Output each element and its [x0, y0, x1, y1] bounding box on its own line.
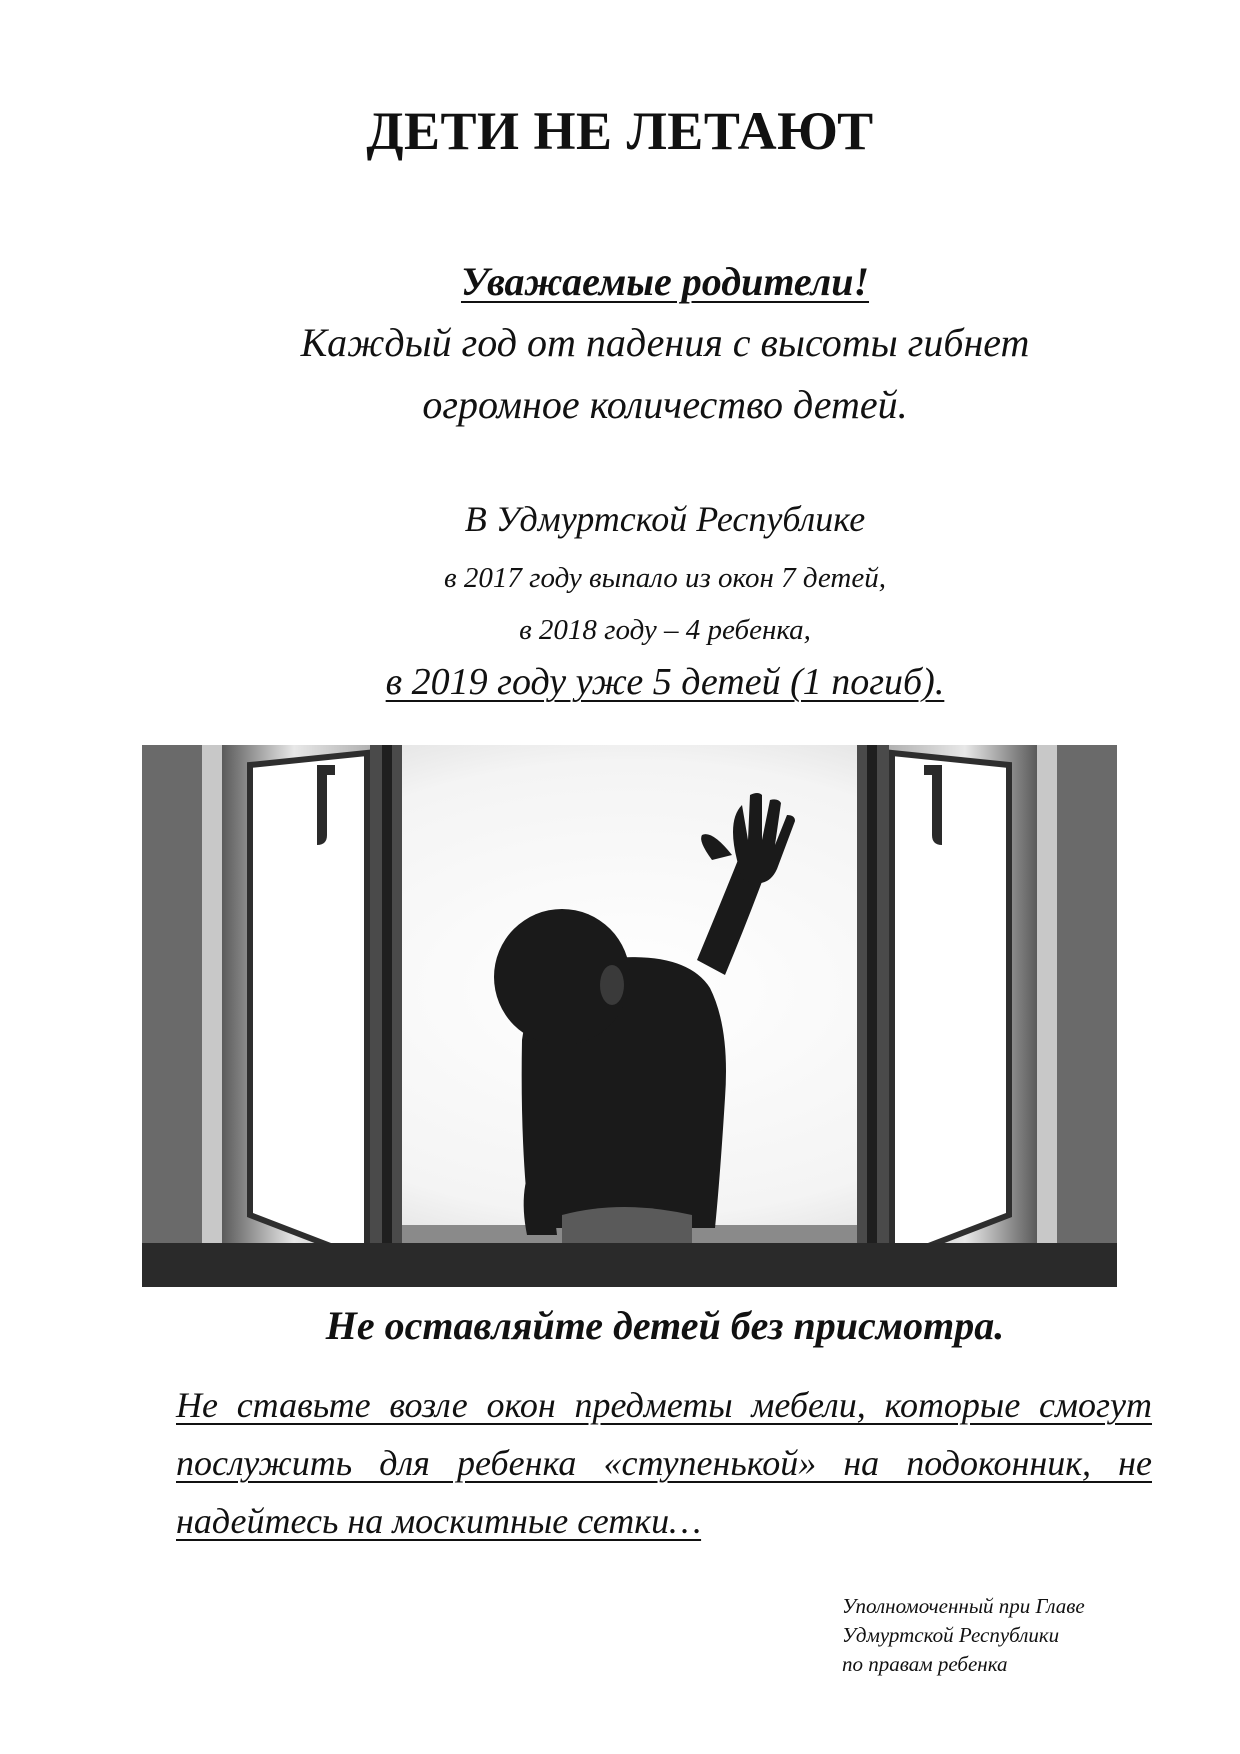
child-at-window-photo	[142, 745, 1117, 1287]
left-wall	[142, 745, 202, 1287]
stat-2019: в 2019 году уже 5 детей (1 погиб).	[385, 661, 945, 703]
signature-line-3: по правам ребенка	[842, 1652, 1008, 1676]
right-wall	[1057, 745, 1117, 1287]
warning-heading: Не оставляйте детей без присмотра.	[325, 1303, 1005, 1348]
signature-line-1: Уполномоченный при Главе	[842, 1594, 1085, 1618]
advice-text: Не ставьте возле окон предметы мебели, которые смогут послужить для ребенка «ступенькой» на подоконник, не надейтесь на москитные сетки…	[176, 1385, 1152, 1541]
region-heading: В Удмуртской Республике	[464, 499, 866, 539]
intro-line-2: огромное количество детей.	[422, 382, 908, 427]
salutation: Уважаемые родители!	[460, 259, 870, 304]
intro-text	[0, 312, 1240, 436]
intro-line-1: Каждый год от падения с высоты гибнет	[300, 320, 1030, 365]
signature-block	[842, 1592, 1085, 1679]
signature-line-2: Удмуртской Республики	[842, 1623, 1060, 1647]
page-title: ДЕТИ НЕ ЛЕТАЮТ	[366, 101, 874, 161]
stat-2017: в 2017 году выпало из окон 7 детей,	[444, 562, 886, 594]
stat-2018: в 2018 году – 4 ребенка,	[519, 614, 811, 646]
